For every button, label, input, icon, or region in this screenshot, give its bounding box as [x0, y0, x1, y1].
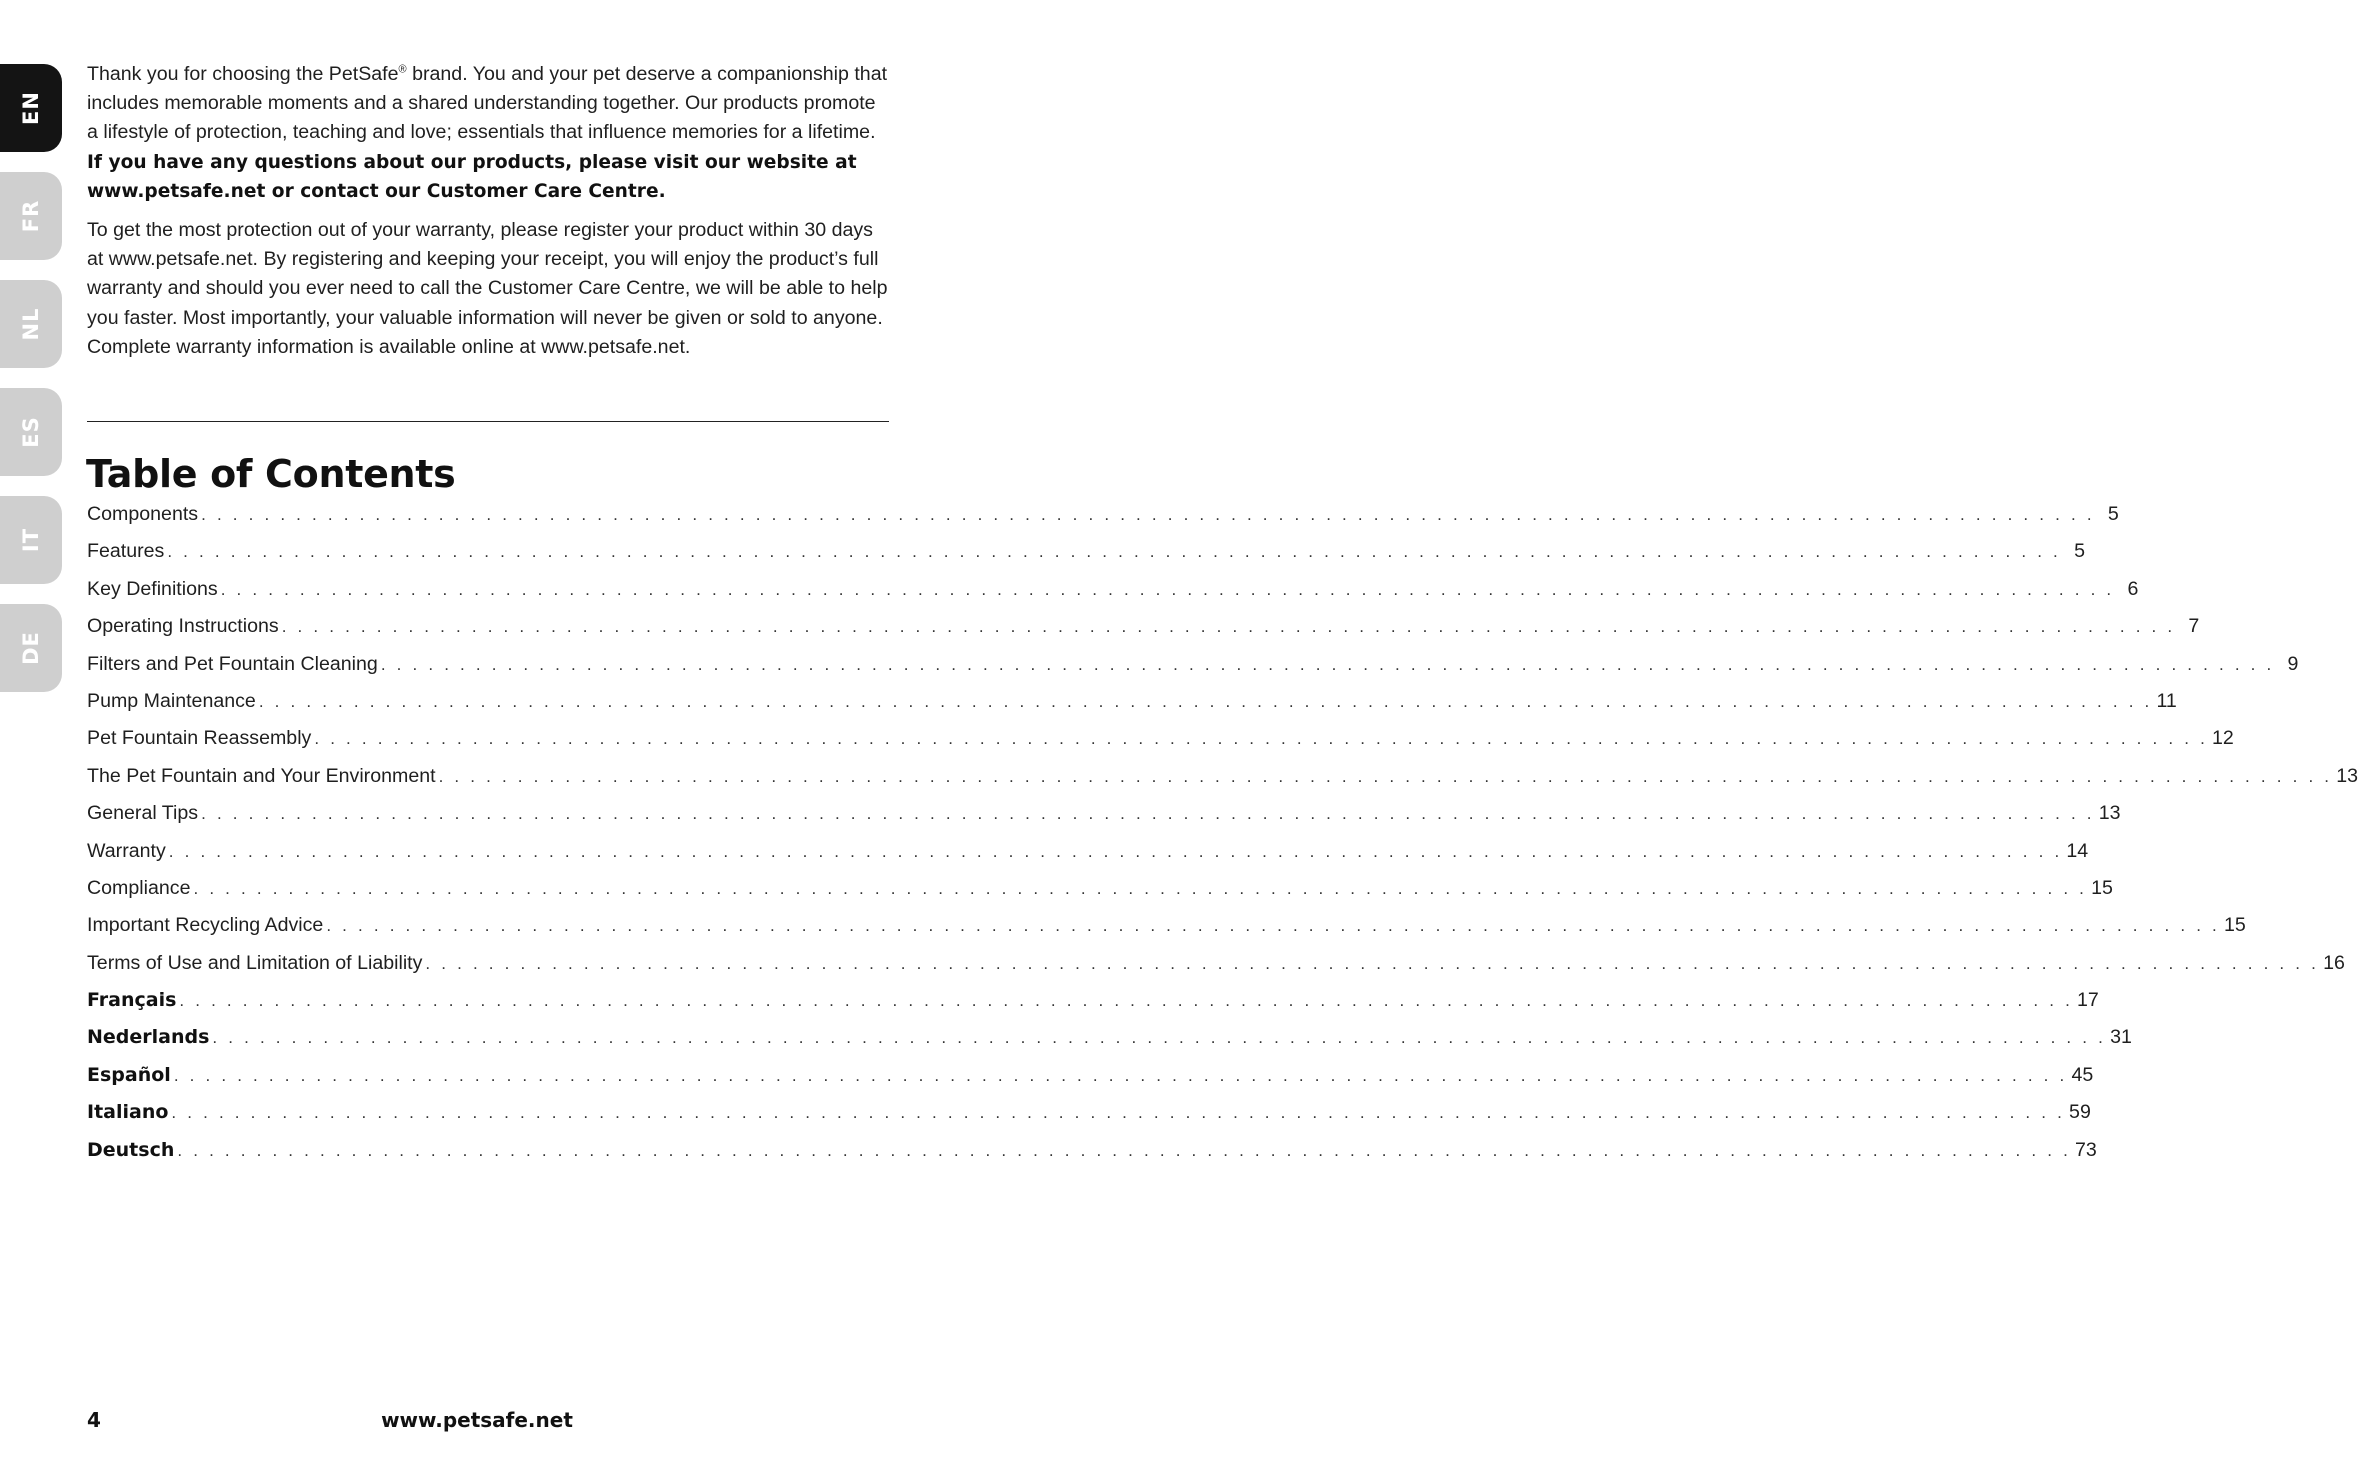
toc-entry-label: Important Recycling Advice — [87, 914, 324, 937]
toc-leader-dots: . . . . . . . . . . . . . . . . . . . . . . . . . . . . . . . . . . . . . . . . . . . . . . . . . . . . . . . . . . . . . . . . . . . . . . . . . . . . . . . . . . . . . . . . . . . . . . . . . . . . . . . . . . . . . . . . . . . . . . . . — [201, 505, 2095, 524]
toc-entry[interactable] — [87, 615, 2200, 652]
toc-entry[interactable] — [87, 727, 2234, 764]
tab-language-es[interactable] — [0, 388, 62, 476]
toc-entry-label: Operating Instructions — [87, 615, 279, 638]
toc-leader-dots: . . . . . . . . . . . . . . . . . . . . . . . . . . . . . . . . . . . . . . . . . . . . . . . . . . . . . . . . . . . . . . . . . . . . . . . . . . . . . . . . . . . . . . . . . . . . . . . . . . . . . . . . . . . . . . . . . . . . . . . . — [380, 654, 2275, 674]
registered-mark: ® — [398, 63, 407, 76]
tab-label: NL — [19, 307, 43, 341]
toc-entry-label: Français — [87, 989, 177, 1012]
tab-language-de[interactable] — [0, 604, 62, 692]
toc-entry[interactable] — [87, 989, 2099, 1026]
toc-entry-page: 5 — [2107, 503, 2119, 525]
toc-entry-label: Español — [87, 1063, 171, 1086]
toc-leader-dots: . . . . . . . . . . . . . . . . . . . . . . . . . . . . . . . . . . . . . . . . . . . . . . . . . . . . . . . . . . . . . . . . . . . . . . . . . . . . . . . . . . . . . . . . . . . . . . . . . . . . . . . . . . . . . . . . . . . . . . . . — [220, 579, 2115, 599]
intro-text: Thank you for choosing the PetSafe — [87, 63, 399, 85]
toc-entry-page: 6 — [2127, 577, 2139, 600]
toc-entry[interactable] — [87, 1026, 2132, 1063]
toc-entry[interactable] — [87, 1101, 2091, 1138]
toc-entry-label: Pump Maintenance — [87, 689, 256, 712]
intro-contact-note: If you have any questions about our products, please visit our website at www.petsafe.net or contact our Customer Care Centre. — [87, 151, 857, 202]
tab-label: EN — [19, 91, 43, 125]
toc-entry-page: 45 — [2071, 1063, 2094, 1086]
intro-paragraph-2: To get the most protection out of your warranty, please register your product within 30 days at www.petsafe.net. By registering and keeping your receipt, you will enjoy the product’s full warranty and should you ever need to call the Customer Care Centre, we will be able to help you faster. Most importantly, your valuable information will never be given or sold to anyone. Complete warranty information is available online at www.petsafe.net. — [87, 219, 888, 358]
toc-entry-label: Terms of Use and Limitation of Liability — [87, 951, 423, 974]
toc-entry-page: 14 — [2066, 839, 2089, 862]
toc-entry-page: 15 — [2223, 914, 2246, 937]
toc-leader-dots: . . . . . . . . . . . . . . . . . . . . . . . . . . . . . . . . . . . . . . . . . . . . . . . . . . . . . . . . . . . . . . . . . . . . . . . . . . . . . . . . . . . . . . . . . . . . . . . . . . . . . . . . . . . . . . . . . . . . . . . . — [167, 542, 2061, 562]
toc-entry[interactable] — [87, 652, 2299, 690]
tab-language-it[interactable] — [0, 496, 62, 584]
toc-leader-dots: . . . . . . . . . . . . . . . . . . . . . . . . . . . . . . . . . . . . . . . . . . . . . . . . . . . . . . . . . . . . . . . . . . . . . . . . . . . . . . . . . . . . . . . . . . . . . . . . . . . . . . . . . . . . . . . . . . . . . . . . — [179, 991, 2074, 1011]
toc-entry[interactable] — [87, 577, 2139, 615]
toc-entry-page: 15 — [2091, 876, 2113, 899]
intro-paragraph-1 — [87, 60, 889, 206]
toc-entry-label: Compliance — [87, 876, 191, 899]
toc-entry-page: 11 — [2156, 689, 2177, 712]
toc-list — [87, 503, 2358, 1176]
toc-entry-label: Deutsch — [87, 1138, 175, 1161]
toc-entry-label: Nederlands — [87, 1026, 210, 1049]
tab-label: FR — [19, 199, 43, 233]
toc-entry[interactable] — [87, 802, 2121, 839]
toc-entry[interactable] — [87, 503, 2119, 540]
toc-leader-dots: . . . . . . . . . . . . . . . . . . . . . . . . . . . . . . . . . . . . . . . . . . . . . . . . . . . . . . . . . . . . . . . . . . . . . . . . . . . . . . . . . . . . . . . . . . . . . . . . . . . . . . . . . . . . . . . . . . . . . . . . — [173, 1065, 2068, 1085]
toc-entry-page: 73 — [2075, 1138, 2097, 1161]
tab-language-nl[interactable] — [0, 280, 62, 368]
toc-entry-label: Components — [87, 503, 199, 525]
toc-leader-dots: . . . . . . . . . . . . . . . . . . . . . . . . . . . . . . . . . . . . . . . . . . . . . . . . . . . . . . . . . . . . . . . . . . . . . . . . . . . . . . . . . . . . . . . . . . . . . . . . . . . . . . . . . . . . . . . . . . . . . . . . — [201, 804, 2095, 824]
toc-leader-dots: . . . . . . . . . . . . . . . . . . . . . . . . . . . . . . . . . . . . . . . . . . . . . . . . . . . . . . . . . . . . . . . . . . . . . . . . . . . . . . . . . . . . . . . . . . . . . . . . . . . . . . . . . . . . . . . . . . . . . . . . — [281, 617, 2176, 637]
toc-leader-dots: . . . . . . . . . . . . . . . . . . . . . . . . . . . . . . . . . . . . . . . . . . . . . . . . . . . . . . . . . . . . . . . . . . . . . . . . . . . . . . . . . . . . . . . . . . . . . . . . . . . . . . . . . . . . . . . . . . . . . . . . — [171, 1103, 2066, 1123]
toc-entry-label: General Tips — [87, 802, 199, 825]
toc-entry[interactable] — [87, 764, 2358, 802]
toc-entry-label: Key Definitions — [87, 577, 218, 600]
toc-title: Table of Contents — [86, 452, 456, 496]
tab-language-fr[interactable] — [0, 172, 62, 260]
toc-leader-dots: . . . . . . . . . . . . . . . . . . . . . . . . . . . . . . . . . . . . . . . . . . . . . . . . . . . . . . . . . . . . . . . . . . . . . . . . . . . . . . . . . . . . . . . . . . . . . . . . . . . . . . . . . . . . . . . . . . . . . . . . — [258, 691, 2153, 711]
toc-entry-page: 5 — [2074, 540, 2085, 563]
toc-entry[interactable] — [87, 951, 2345, 989]
toc-entry-page: 16 — [2323, 951, 2345, 974]
toc-leader-dots: . . . . . . . . . . . . . . . . . . . . . . . . . . . . . . . . . . . . . . . . . . . . . . . . . . . . . . . . . . . . . . . . . . . . . . . . . . . . . . . . . . . . . . . . . . . . . . . . . . . . . . . . . . . . . . . . . . . . . . . . — [168, 841, 2063, 861]
toc-entry-label: Filters and Pet Fountain Cleaning — [87, 652, 378, 675]
footer-website-link[interactable]: www.petsafe.net — [381, 1408, 573, 1432]
toc-entry-label: The Pet Fountain and Your Environment — [87, 764, 436, 787]
toc-entry[interactable] — [87, 1063, 2094, 1101]
toc-entry-label: Features — [87, 540, 165, 563]
toc-entry-page: 12 — [2212, 727, 2234, 750]
toc-entry[interactable] — [87, 1138, 2097, 1176]
toc-leader-dots: . . . . . . . . . . . . . . . . . . . . . . . . . . . . . . . . . . . . . . . . . . . . . . . . . . . . . . . . . . . . . . . . . . . . . . . . . . . . . . . . . . . . . . . . . . . . . . . . . . . . . . . . . . . . . . . . . . . . . . . . — [438, 766, 2333, 786]
section-divider — [87, 421, 889, 422]
toc-leader-dots: . . . . . . . . . . . . . . . . . . . . . . . . . . . . . . . . . . . . . . . . . . . . . . . . . . . . . . . . . . . . . . . . . . . . . . . . . . . . . . . . . . . . . . . . . . . . . . . . . . . . . . . . . . . . . . . . . . . . . . . . — [212, 1028, 2107, 1048]
toc-entry[interactable] — [87, 540, 2085, 577]
toc-entry-page: 9 — [2287, 652, 2299, 675]
toc-leader-dots: . . . . . . . . . . . . . . . . . . . . . . . . . . . . . . . . . . . . . . . . . . . . . . . . . . . . . . . . . . . . . . . . . . . . . . . . . . . . . . . . . . . . . . . . . . . . . . . . . . . . . . . . . . . . . . . . . . . . . . . . — [177, 1140, 2072, 1160]
toc-entry-page: 13 — [2098, 802, 2121, 825]
toc-entry-page: 13 — [2336, 764, 2358, 787]
intro-text: brand. You and your pet deserve a companionship that includes memorable moments and a shared understanding together. Our products promote a lifestyle of protection, teaching and love; essentials that influence memories for a lifetime. — [87, 63, 888, 144]
page-number: 4 — [87, 1408, 101, 1432]
toc-entry-page: 31 — [2110, 1026, 2132, 1049]
toc-entry-page: 17 — [2077, 989, 2099, 1012]
toc-entry[interactable] — [87, 914, 2246, 951]
toc-entry-page: 7 — [2188, 615, 2200, 638]
tab-language-en[interactable] — [0, 64, 62, 152]
tab-label: ES — [19, 416, 43, 448]
intro-section — [87, 60, 889, 362]
toc-entry[interactable] — [87, 689, 2177, 727]
toc-entry[interactable] — [87, 839, 2089, 877]
toc-entry-label: Pet Fountain Reassembly — [87, 727, 312, 750]
tab-label: IT — [19, 527, 43, 553]
tab-label: DE — [19, 631, 43, 665]
toc-leader-dots: . . . . . . . . . . . . . . . . . . . . . . . . . . . . . . . . . . . . . . . . . . . . . . . . . . . . . . . . . . . . . . . . . . . . . . . . . . . . . . . . . . . . . . . . . . . . . . . . . . . . . . . . . . . . . . . . . . . . . . . . — [314, 729, 2208, 749]
toc-leader-dots: . . . . . . . . . . . . . . . . . . . . . . . . . . . . . . . . . . . . . . . . . . . . . . . . . . . . . . . . . . . . . . . . . . . . . . . . . . . . . . . . . . . . . . . . . . . . . . . . . . . . . . . . . . . . . . . . . . . . . . . . — [193, 878, 2088, 898]
toc-entry-label: Italiano — [87, 1101, 169, 1124]
toc-leader-dots: . . . . . . . . . . . . . . . . . . . . . . . . . . . . . . . . . . . . . . . . . . . . . . . . . . . . . . . . . . . . . . . . . . . . . . . . . . . . . . . . . . . . . . . . . . . . . . . . . . . . . . . . . . . . . . . . . . . . . . . . — [326, 916, 2220, 936]
toc-leader-dots: . . . . . . . . . . . . . . . . . . . . . . . . . . . . . . . . . . . . . . . . . . . . . . . . . . . . . . . . . . . . . . . . . . . . . . . . . . . . . . . . . . . . . . . . . . . . . . . . . . . . . . . . . . . . . . . . . . . . . . . . — [425, 953, 2320, 973]
toc-entry-label: Warranty — [87, 839, 166, 862]
toc-entry-page: 59 — [2069, 1101, 2091, 1124]
toc-entry[interactable] — [87, 876, 2113, 914]
